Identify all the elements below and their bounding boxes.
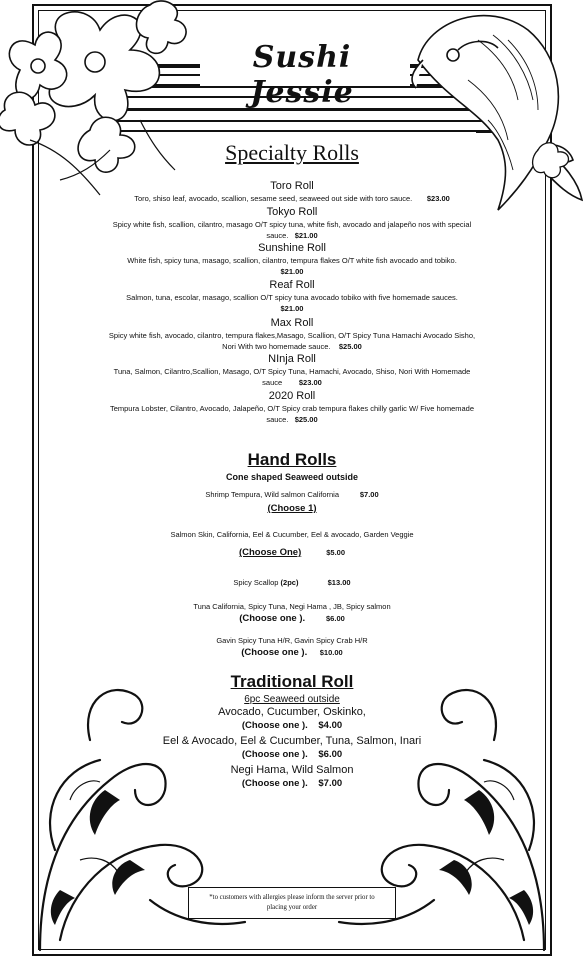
roll-max: Max Roll Spicy white fish, avocado, cilantro, tempura flakes,Masago, Scallion, O/T Spicy Tuna Hamachi Avocado Sisho, Nori With two homemade sauce. $25.00 xyxy=(108,317,476,351)
roll-sunshine: Sunshine Roll White fish, spicy tuna, masago, scallion, cilantro, tempura flakes O/T white fish avocado and tobiko. $21.00 xyxy=(127,242,457,276)
hand-rolls-section: Hand Rolls Cone shaped Seaweed outside xyxy=(225,450,359,482)
traditional-group-3: Negi Hama, Wild Salmon (Choose one ). $7.00 xyxy=(230,764,354,789)
roll-reaf: Reaf Roll Salmon, tuna, escolar, masago, scallion O/T spicy tuna avocado tobiko with five homemade sauces. $21.00 xyxy=(126,279,458,313)
hand-group-4: Tuna California, Spicy Tuna, Negi Hama , JB, Spicy salmon (Choose one ). $6.00 xyxy=(193,602,391,624)
roll-toro: Toro Roll Toro, shiso leaf, avocado, scallion, sesame seed, seaweed out side with toro sauce. $23.00 xyxy=(134,180,450,203)
hand-group-2: Salmon Skin, California, Eel & Cucumber, Eel & avocado, Garden Veggie (Choose One) $5.00 xyxy=(170,530,414,558)
specialty-rolls-title: Specialty Rolls xyxy=(225,140,359,165)
flower-decoration-icon xyxy=(0,0,200,200)
allergy-notice: *to customers with allergies please inform the server prior to placing your order xyxy=(188,887,396,919)
hand-group-3: Spicy Scallop (2pc) $13.00 xyxy=(233,578,351,587)
traditional-group-2: Eel & Avocado, Eel & Cucumber, Tuna, Salmon, Inari (Choose one ). $6.00 xyxy=(162,735,422,760)
traditional-group-1: Avocado, Cucumber, Oskinko, (Choose one ). $4.00 xyxy=(218,706,366,731)
hand-group-5: Gavin Spicy Tuna H/R, Gavin Spicy Crab H/R (Choose one ). $10.00 xyxy=(216,636,368,658)
traditional-roll-section: Traditional Roll 6pc Seaweed outside xyxy=(230,672,354,705)
roll-2020: 2020 Roll Tempura Lobster, Cilantro, Avocado, Jalapeño, O/T Spicy crab tempura flakes chilly garlic W/ Five homemade sauce. $25.00 xyxy=(109,390,475,424)
roll-ninja: NInja Roll Tuna, Salmon, Cilantro,Scallion, Masago, O/T Spicy Tuna, Hamachi, Avocado, Shiso, Nori With Homemade sauce $23.00 xyxy=(113,353,471,387)
roll-tokyo: Tokyo Roll Spicy white fish, scallion, cilantro, masago O/T spicy tuna, white fish, avocado and jalapeño nos with special sauce. $21.00 xyxy=(112,206,472,240)
brand-logo: Sushi Jessie xyxy=(250,40,354,110)
hand-group-1: Shrimp Tempura, Wild salmon California $7.00 (Choose 1) xyxy=(205,490,379,514)
